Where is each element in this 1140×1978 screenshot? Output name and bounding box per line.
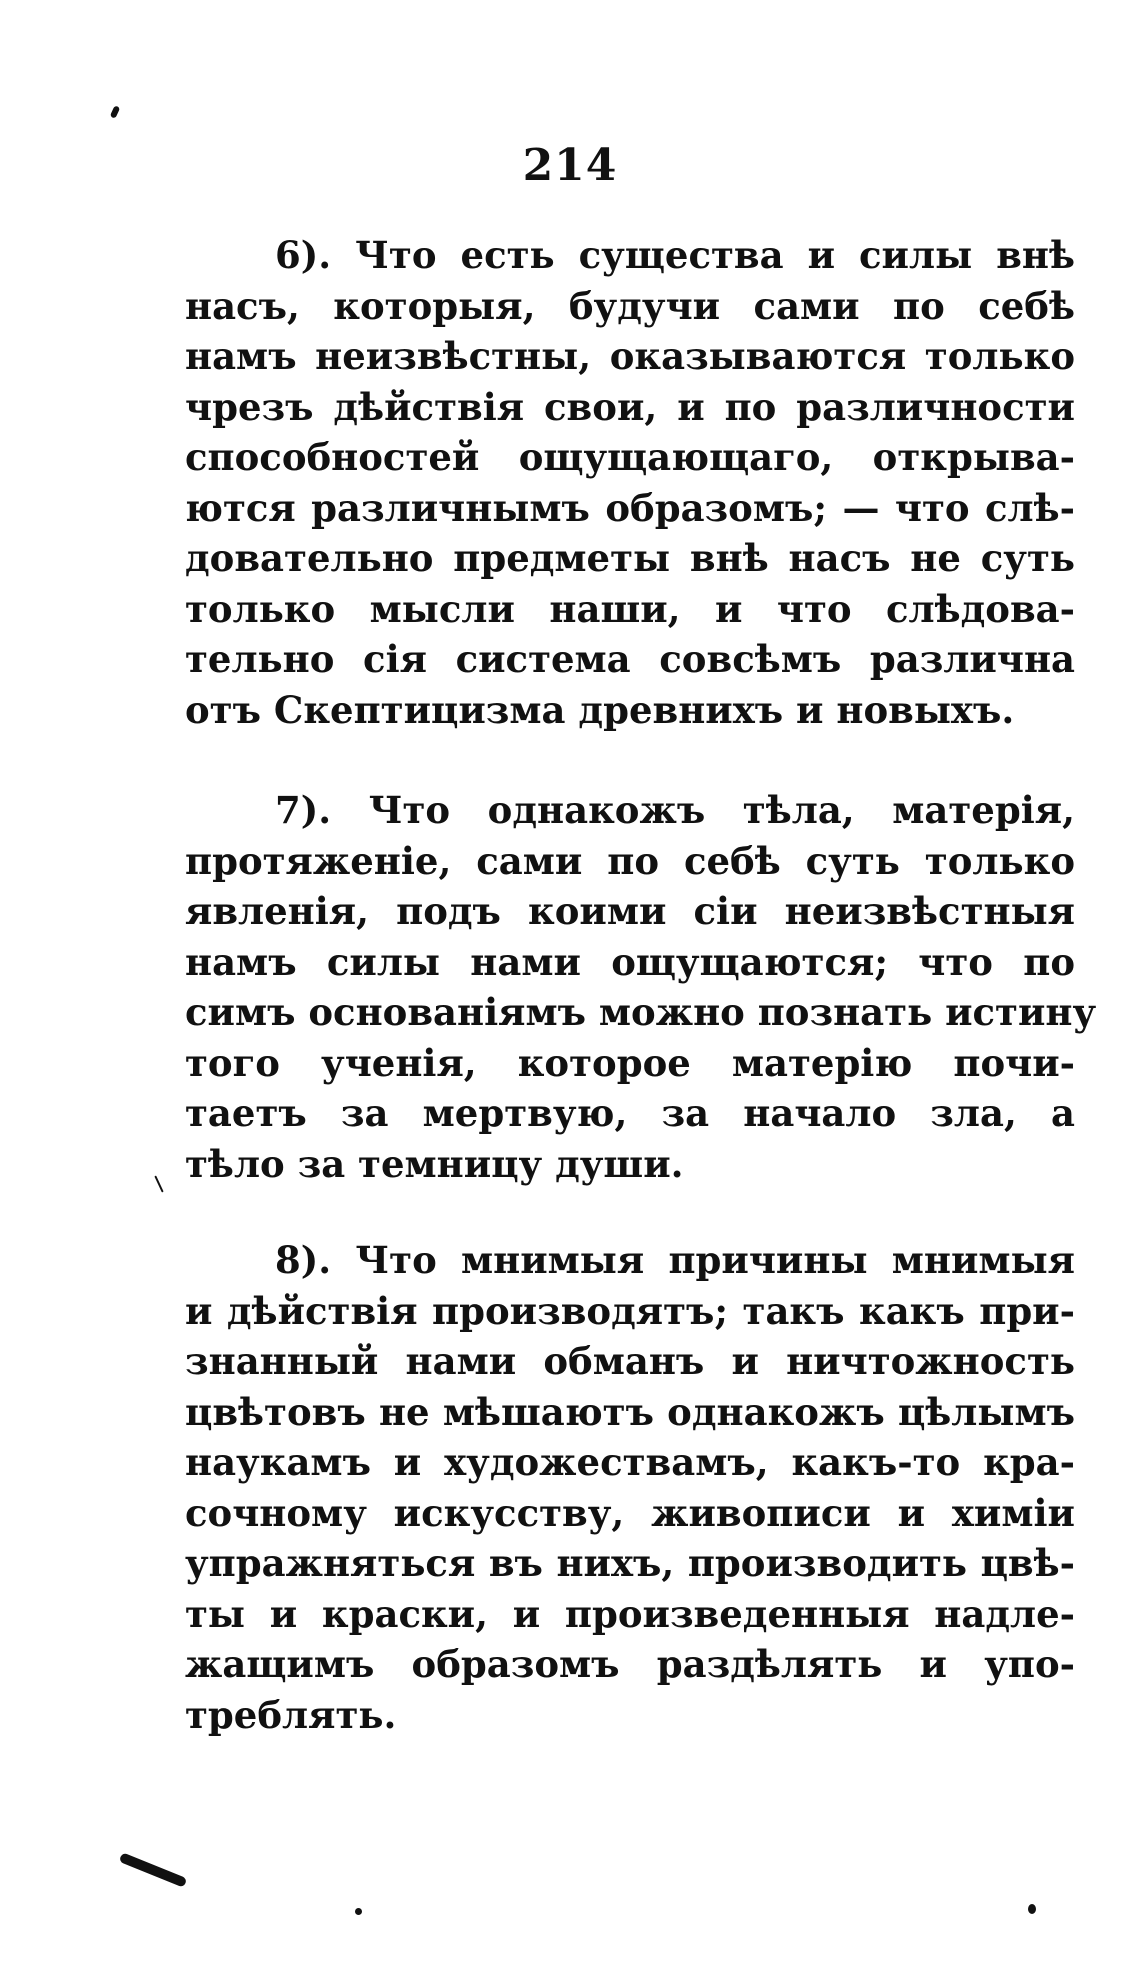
text-line: 8). Что мнимыя причины мнимыя [275,1238,1075,1282]
ink-smudge [119,1852,188,1887]
text-line: таетъ за мертвую, за начало зла, а [185,1091,1075,1135]
text-line: тѣло за темницу души. [185,1141,684,1186]
text-line: чрезъ дѣйствія свои, и по различности [185,384,1075,429]
text-line: довательно предметы внѣ насъ не суть [185,536,1075,580]
text-line: протяженіе, сами по себѣ суть только [185,838,1075,883]
text-line: насъ, которыя, будучи сами по себѣ [185,283,1075,328]
text-line: цвѣтовъ не мѣшаютъ однакожъ цѣлымъ [185,1389,1075,1434]
text-line: знанный нами обманъ и ничтожность [185,1339,1075,1383]
text-line: способностей ощущающаго, открыва- [185,435,1075,479]
text-line: 6). Что есть существа и силы внѣ [275,233,1075,277]
ink-speck [110,105,121,118]
text-line: упражняться въ нихъ, производить цвѣ- [185,1541,1075,1585]
text-line: жащимъ образомъ раздѣлять и упо- [185,1642,1075,1686]
text-line: сочному искусству, живописи и химіи [185,1490,1075,1535]
text-line: того ученія, которое матерію почи- [185,1040,1075,1085]
text-line: ются различнымъ образомъ; — что слѣ- [185,485,1075,530]
text-line: только мысли наши, и что слѣдова- [185,586,1075,631]
ink-speck [154,1175,163,1192]
paragraph-7 [185,785,1097,1189]
ink-speck [1028,1904,1036,1914]
ink-speck [355,1908,362,1915]
page-number: 214 [522,140,618,191]
text-line: и дѣйствія производятъ; такъ какъ при- [185,1288,1075,1333]
text-line: симъ основаніямъ можно познать истину [185,990,1097,1034]
text-line: явленія, подъ коими сіи неизвѣстныя [185,889,1075,933]
paragraph-6 [185,230,1075,735]
paragraph-8 [185,1235,1075,1740]
text-line: ты и краски, и произведенныя надле- [185,1591,1075,1636]
text-line: намъ неизвѣстны, оказываются только [185,334,1075,378]
text-line: тельно сія система совсѣмъ различна [185,637,1075,681]
text-line: наукамъ и художествамъ, какъ-то кра- [185,1440,1075,1484]
text-line: треблять. [185,1692,397,1737]
text-line: 7). Что однакожъ тѣла, матерія, [275,788,1075,832]
text-line: отъ Скептицизма древнихъ и новыхъ. [185,687,1015,732]
text-line: намъ силы нами ощущаются; что по [185,939,1075,984]
